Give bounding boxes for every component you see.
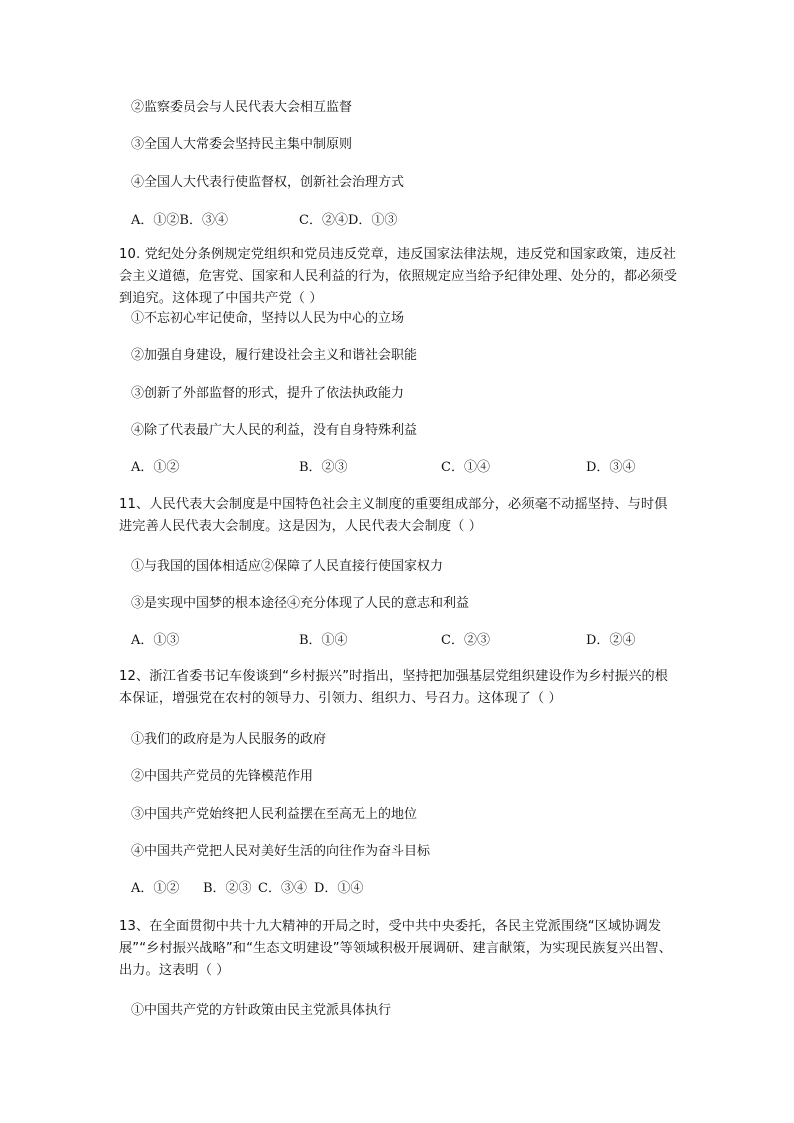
q10-statement-4: ④除了代表最广大人民的利益，没有自身特殊利益 — [131, 423, 418, 438]
q9-choice-ab: A．①②B．③④ — [131, 213, 228, 228]
q13-stem: 13、在全面贯彻中共十九大精神的开局之时，受中共中央委托，各民主党派围绕“区域协调发展”“乡村振兴战略”和“生态文明建设”等领域积极开展调研、建言献策，为实现民族复兴出智、出力。这表明（ ） — [119, 919, 672, 978]
q12-stem: 12、浙江省委书记车俊谈到“乡村振兴”时指出，坚持把加强基层党组织建设作为乡村振兴的根本保证，增强党在农村的领导力、引领力、组织力、号召力。这体现了（ ） — [119, 669, 669, 706]
q10-statement-2: ②加强自身建设，履行建设社会主义和谐社会职能 — [131, 348, 418, 363]
q9-statement-3: ③全国人大常委会坚持民主集中制原则 — [131, 137, 353, 152]
q9-statement-2: ②监察委员会与人民代表大会相互监督 — [131, 100, 353, 115]
q11-choice-c: C．②③ — [441, 633, 490, 648]
q12-statement-3: ③中国共产党始终把人民利益摆在至高无上的地位 — [131, 807, 418, 822]
q11-choice-d: D．②④ — [586, 633, 636, 648]
q9-choices — [131, 213, 691, 229]
q10-choice-d: D．③④ — [586, 460, 636, 475]
q12-choice-a: A．①② — [131, 881, 180, 896]
q10-choice-c: C．①④ — [441, 460, 490, 475]
q10-stem: 10. 党纪处分条例规定党组织和党员违反党章，违反国家法律法规，违反党和国家政策，违反社会主义道德，危害党、国家和人民利益的行为，依照规定应当给予纪律处理、处分的，都必须受到追究。这体现了中国共产党（ ） — [119, 247, 678, 306]
q10-choice-b: B．②③ — [299, 460, 348, 475]
q12-statement-1: ①我们的政府是为人民服务的政府 — [131, 732, 327, 747]
q12-choice-b: B．②③ — [203, 881, 252, 896]
q10-choice-a: A．①② — [131, 460, 180, 475]
q13-statement-1: ①中国共产党的方针政策由民主党派具体执行 — [131, 1003, 392, 1018]
q12-statement-2: ②中国共产党员的先锋模范作用 — [131, 769, 314, 784]
q10-statement-1: ①不忘初心牢记使命，坚持以人民为中心的立场 — [131, 311, 405, 326]
q9-choice-cd: C．②④D．①③ — [299, 213, 398, 228]
q11-choices — [131, 633, 691, 649]
q11-stem: 11、人民代表大会制度是中国特色社会主义制度的重要组成部分，必须毫不动摇坚持、与时俱进完善人民代表大会制度。这是因为，人民代表大会制度（ ） — [119, 497, 668, 534]
q12-choice-d: D．①④ — [314, 881, 364, 896]
q11-choice-b: B．①④ — [299, 633, 348, 648]
q11-choice-a: A．①③ — [131, 633, 180, 648]
q10-choices — [131, 460, 691, 476]
q9-statement-4: ④全国人大代表行使监督权，创新社会治理方式 — [131, 175, 405, 190]
q10-statement-3: ③创新了外部监督的形式，提升了依法执政能力 — [131, 386, 405, 401]
q12-choices — [131, 881, 691, 897]
q12-choice-c: C．③④ — [258, 881, 307, 896]
q11-statement-2: ③是实现中国梦的根本途径④充分体现了人民的意志和利益 — [131, 596, 470, 611]
q12-statement-4: ④中国共产党把人民对美好生活的向往作为奋斗目标 — [131, 844, 431, 859]
q11-statement-1: ①与我国的国体相适应②保障了人民直接行使国家权力 — [131, 559, 444, 574]
